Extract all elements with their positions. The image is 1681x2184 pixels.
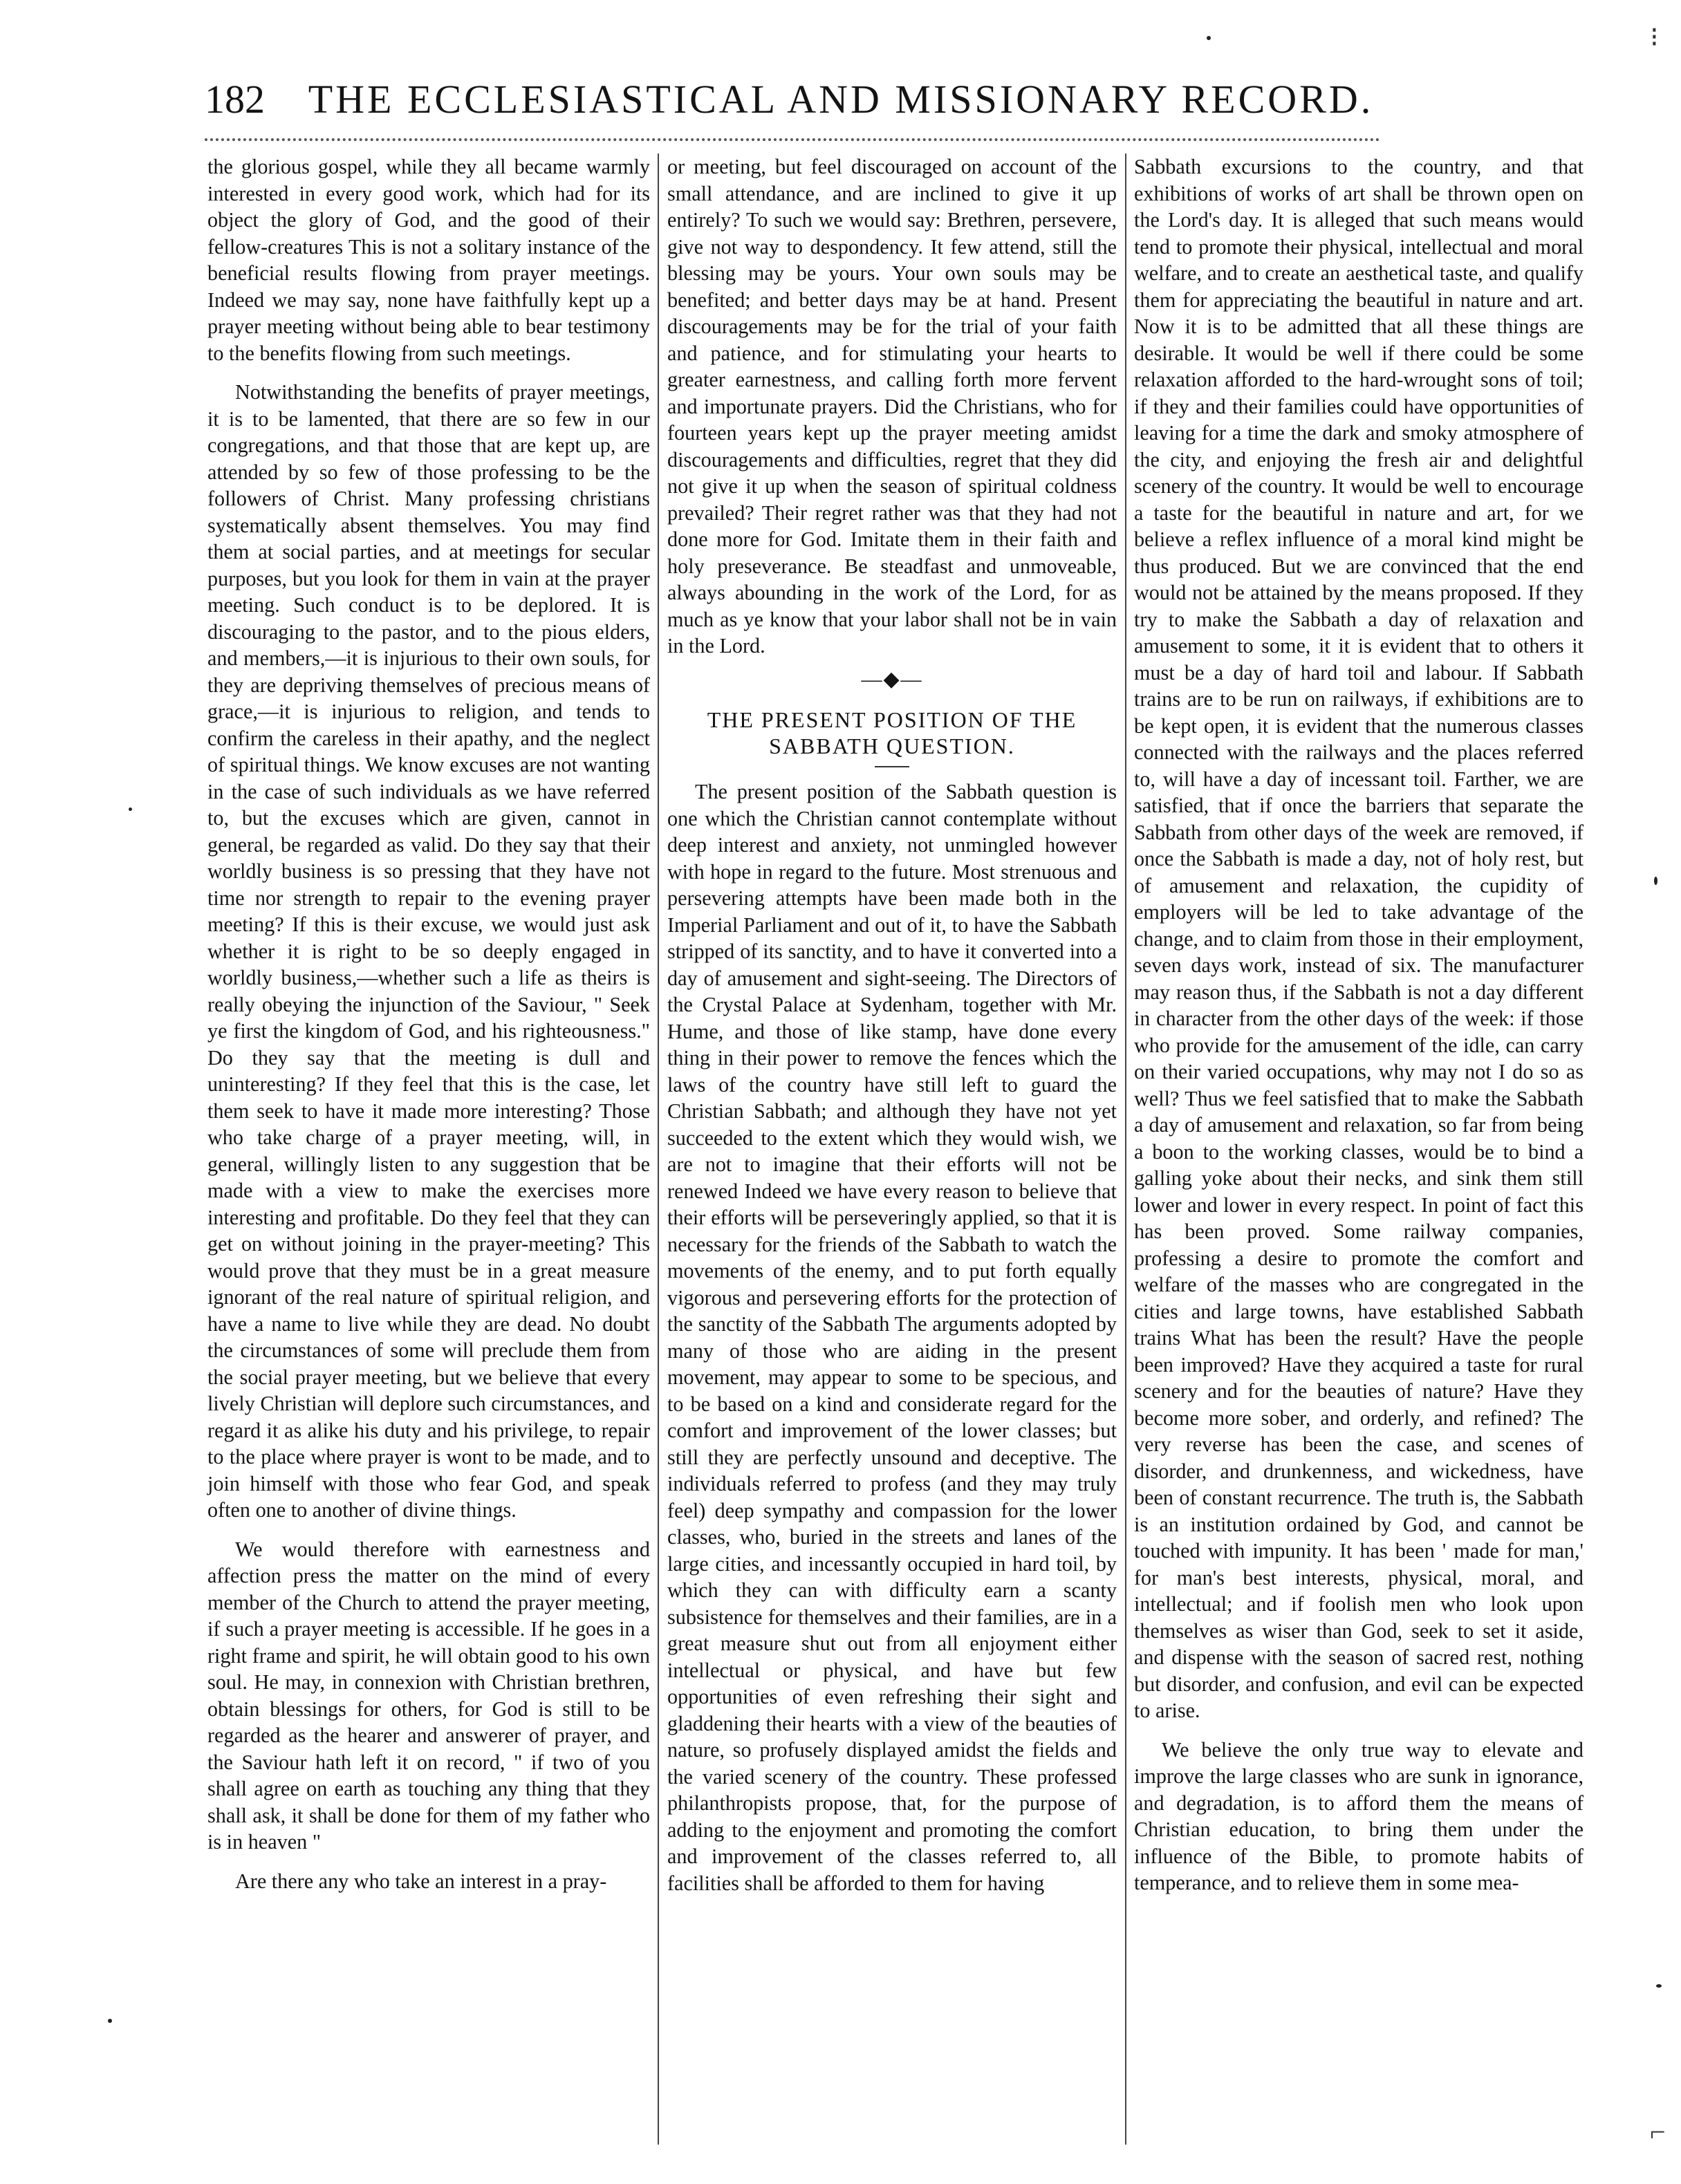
page-number: 182	[205, 77, 265, 122]
header-rule	[205, 138, 1380, 141]
page-header	[205, 76, 1380, 129]
scan-speck	[1654, 877, 1657, 885]
column-rule-2	[1125, 153, 1126, 2145]
paragraph: The present position of the Sabbath question is one which the Christian cannot contemplate without deep interest and anxiety, not unmingled however with hope in regard to the future. Most strenuous and persevering attempts have been made both in the Imperial Parliament and out of it, to have the Sabbath stripped of its sanctity, and to have it converted into a day of amusement and sight-seeing. The Directors of the Crystal Palace at Sydenham, together with Mr. Hume, and those of like stamp, have done every thing in their power to remove the fences which the laws of the country have still left to guard the Christian Sabbath; and although they have not yet succeeded to the extent which they would wish, we are not to imagine that their efforts will not be renewed Indeed we have every reason to believe that their efforts will be perseveringly applied, so that it is necessary for the friends of the Sabbath to watch the movements of the enemy, and to put forth equally vigorous and persevering efforts for the protection of the sanctity of the Sabbath The arguments adopted by many of those who are aiding in the present movement, may appear to some to be specious, and to be based on a kind and considerate regard for the comfort and improvement of the lower classes; but still they are perfectly unsound and deceptive. The individuals referred to profess (and they may truly feel) deep sympathy and compassion for the lower classes, who, buried in the streets and lanes of the large cities, and incessantly occupied in hard toil, by which they can with difficulty earn a scanty subsistence for themselves and their families, are in a great measure shut out from all enjoyment either intellectual or physical, and have but few opportunities of even refreshing their sight and gladdening their hearts with a view of the beauties of nature, so profusely displayed amidst the fields and the varied scenery of the country. These professed philanthropists propose, that, for the purpose of adding to the enjoyment and promoting the comfort and improvement of the classes referred to, all facilities shall be afforded to them for having	[667, 780, 1117, 1895]
section-title-line: THE PRESENT POSITION OF THE	[707, 707, 1077, 732]
section-title-rule	[875, 766, 909, 767]
column-rule-1	[658, 153, 659, 2145]
binding-mark: ⌐	[1650, 2116, 1666, 2147]
paragraph: Sabbath excursions to the country, and that exhibitions of works of art shall be thrown open on the Lord's day. It is alleged that such means would tend to promote their physical, intellectual and moral welfare, and to create an aesthetical taste, and qualify them for appreciating the beautiful in nature and art. Now it is to be admitted that all these things are desirable. It would be well if there could be some relaxation afforded to the hard-wrought sons of toil; if they and their families could have opportunities of leaving for a time the dark and smoky atmosphere of the city, and enjoying the fresh air and delightful scenery of the country. It would be well to encourage a taste for the beautiful in nature and art, for we believe a reflex influence of a moral kind might be thus produced. But we are convinced that the end would not be attained by the means proposed. If they try to make the Sabbath a day of relaxation and amusement to some, it it is evident that to others it must be a day of hard toil and labour. If Sabbath trains are to be run on railways, if exhibitions are to be kept open, it is evident that the numerous classes connected with the railways and the places referred to, will have a day of incessant toil. Farther, we are satisfied, that if once the barriers that separate the Sabbath from other days of the week are removed, if once the Sabbath is made a day, not of holy rest, but of amusement and relaxation, the cupidity of employers will be led to take advantage of the change, and to claim from those in their employment, seven days work, instead of six. The manufacturer may reason thus, if the Sabbath is not a day different in character from the other days of the week: if those who provide for the amusement of the idle, can carry on their varied occupations, why may not I do so as well? Thus we feel satisfied that to make the Sabbath a day of amusement and relaxation, so far from being a boon to the working classes, would be to bind a galling yoke about their necks, and sink them still lower and lower in every respect. In point of fact this has been proved. Some railway companies, professing a desire to promote the comfort and welfare of the masses who are congregated in the cities and large towns, have established Sabbath trains What has been the result? Have the people been improved? Have they acquired a taste for rural scenery and for the beauties of nature? Have they become more sober, and orderly, and refined? The very reverse has been the case, and scenes of disorder, and drunkenness, and wickedness, have been of constant recurrence. The truth is, the Sabbath is an institution ordained by God, and cannot be touched with impunity. It has been ' made for man,' for man's best interests, physical, moral, and intellectual; and if foolish men who look upon themselves as wiser than God, seek to set it aside, and dispense with the season of sacred rest, nothing but disorder, and confusion, and evil can be expected to arise.	[1134, 155, 1584, 1722]
column-1	[207, 153, 650, 1894]
scan-speck	[129, 808, 132, 811]
scan-speck	[108, 2019, 112, 2023]
paragraph: the glorious gospel, while they all became warmly interested in every good work, which had for its object the glory of God, and the good of their fellow-creatures This is not a solitary instance of the beneficial results flowing from prayer meetings. Indeed we may say, none have faithfully kept up a prayer meeting without being able to bear testimony to the benefits flowing from such meetings.	[207, 155, 650, 365]
column-2	[667, 153, 1117, 1896]
paragraph: We believe the only true way to elevate and improve the large classes who are sunk in ignorance, and degradation, is to afford them the means of Christian education, to bring them under the influence of the Bible, to promote habits of temperance, and to relieve them in some mea-	[1134, 1737, 1584, 1894]
binding-mark: ⁝	[1650, 21, 1659, 53]
running-title: THE ECCLESIASTICAL AND MISSIONARY RECORD.	[308, 77, 1374, 122]
section-title	[667, 707, 1117, 759]
scan-speck	[1656, 1984, 1662, 1988]
section-title-line: SABBATH QUESTION.	[769, 734, 1015, 758]
section-ornament: —◆—	[861, 667, 923, 691]
paragraph: or meeting, but feel discouraged on account of the small attendance, and are inclined to give it up entirely? To such we would say: Brethren, persevere, give not way to despondency. It few attend, still the blessing may be yours. Your own souls may be benefited; and better days may be at hand. Present discouragements may be for the trial of your faith and patience, and for stimulating your hearts to greater earnestness, and calling forth more fervent and importunate prayers. Did the Christians, who for fourteen years kept up the prayer meeting amidst discouragements and difficulties, regret that they did not give it up when the season of spiritual coldness prevailed? Their regret rather was that they had not done more for God. Imitate them in their faith and holy preseverance. Be steadfast and unmoveable, always abounding in the work of the Lord, for as much as ye know that your labor shall not be in vain in the Lord.	[667, 155, 1117, 657]
paragraph: We would therefore with earnestness and affection press the matter on the mind of every member of the Church to attend the prayer meeting, if such a prayer meeting is accessible. If he goes in a right frame and spirit, he will obtain good to his own soul. He may, in connexion with Christian brethren, obtain blessings for others, for God is still to be regarded as the hearer and answerer of prayer, and the Saviour hath left it on record, " if two of you shall agree on earth as touching any thing that they shall ask, it shall be done for them of my father who is in heaven "	[207, 1537, 650, 1854]
paragraph: Notwithstanding the benefits of prayer meetings, it is to be lamented, that there are so few in our congregations, and that those that are kept up, are attended by so few of those professing to be the followers of Christ. Many professing christians systematically absent themselves. You may find them at social parties, and at meetings for secular purposes, but you look for them in vain at the prayer meeting. Such conduct is to be deplored. It is discouraging to the pastor, and to the pious elders, and members,—it is injurious to their own souls, for they are depriving themselves of precious means of grace,—it is injurious to religion, and tends to confirm the careless in their apathy, and the neglect of spiritual things. We know excuses are not wanting in the case of such individuals as we have referred to, but the excuses which are given, cannot in general, be regarded as valid. Do they say that their worldly business is so pressing that they have not time nor strength to repair to the evening prayer meeting? If this is their excuse, we would just ask whether it is right to be so deeply engaged in worldly business,—whether such a life as theirs is really obeying the injunction of the Saviour, " Seek ye first the kingdom of God, and his righteousness." Do they say that the meeting is dull and uninteresting? If they feel that this is the case, let them seek to have it made more interesting? Those who take charge of a prayer meeting, will, in general, willingly listen to any suggestion that be made with a view to make the exercises more interesting and profitable. Do they feel that they can get on without joining in the prayer-meeting? This would prove that they must be in a great measure ignorant of the real nature of spiritual religion, and have a name to live while they are dead. No doubt the circumstances of some will preclude them from the social prayer meeting, but we believe that every lively Christian will deplore such circumstances, and regard it as alike his duty and his privilege, to repair to the place where prayer is wont to be made, and to join himself with those who fear God, and speak often one to another of divine things.	[207, 380, 650, 1522]
column-3	[1134, 153, 1584, 1896]
scan-speck	[1207, 36, 1211, 40]
paragraph: Are there any who take an interest in a pray-	[235, 1869, 607, 1893]
